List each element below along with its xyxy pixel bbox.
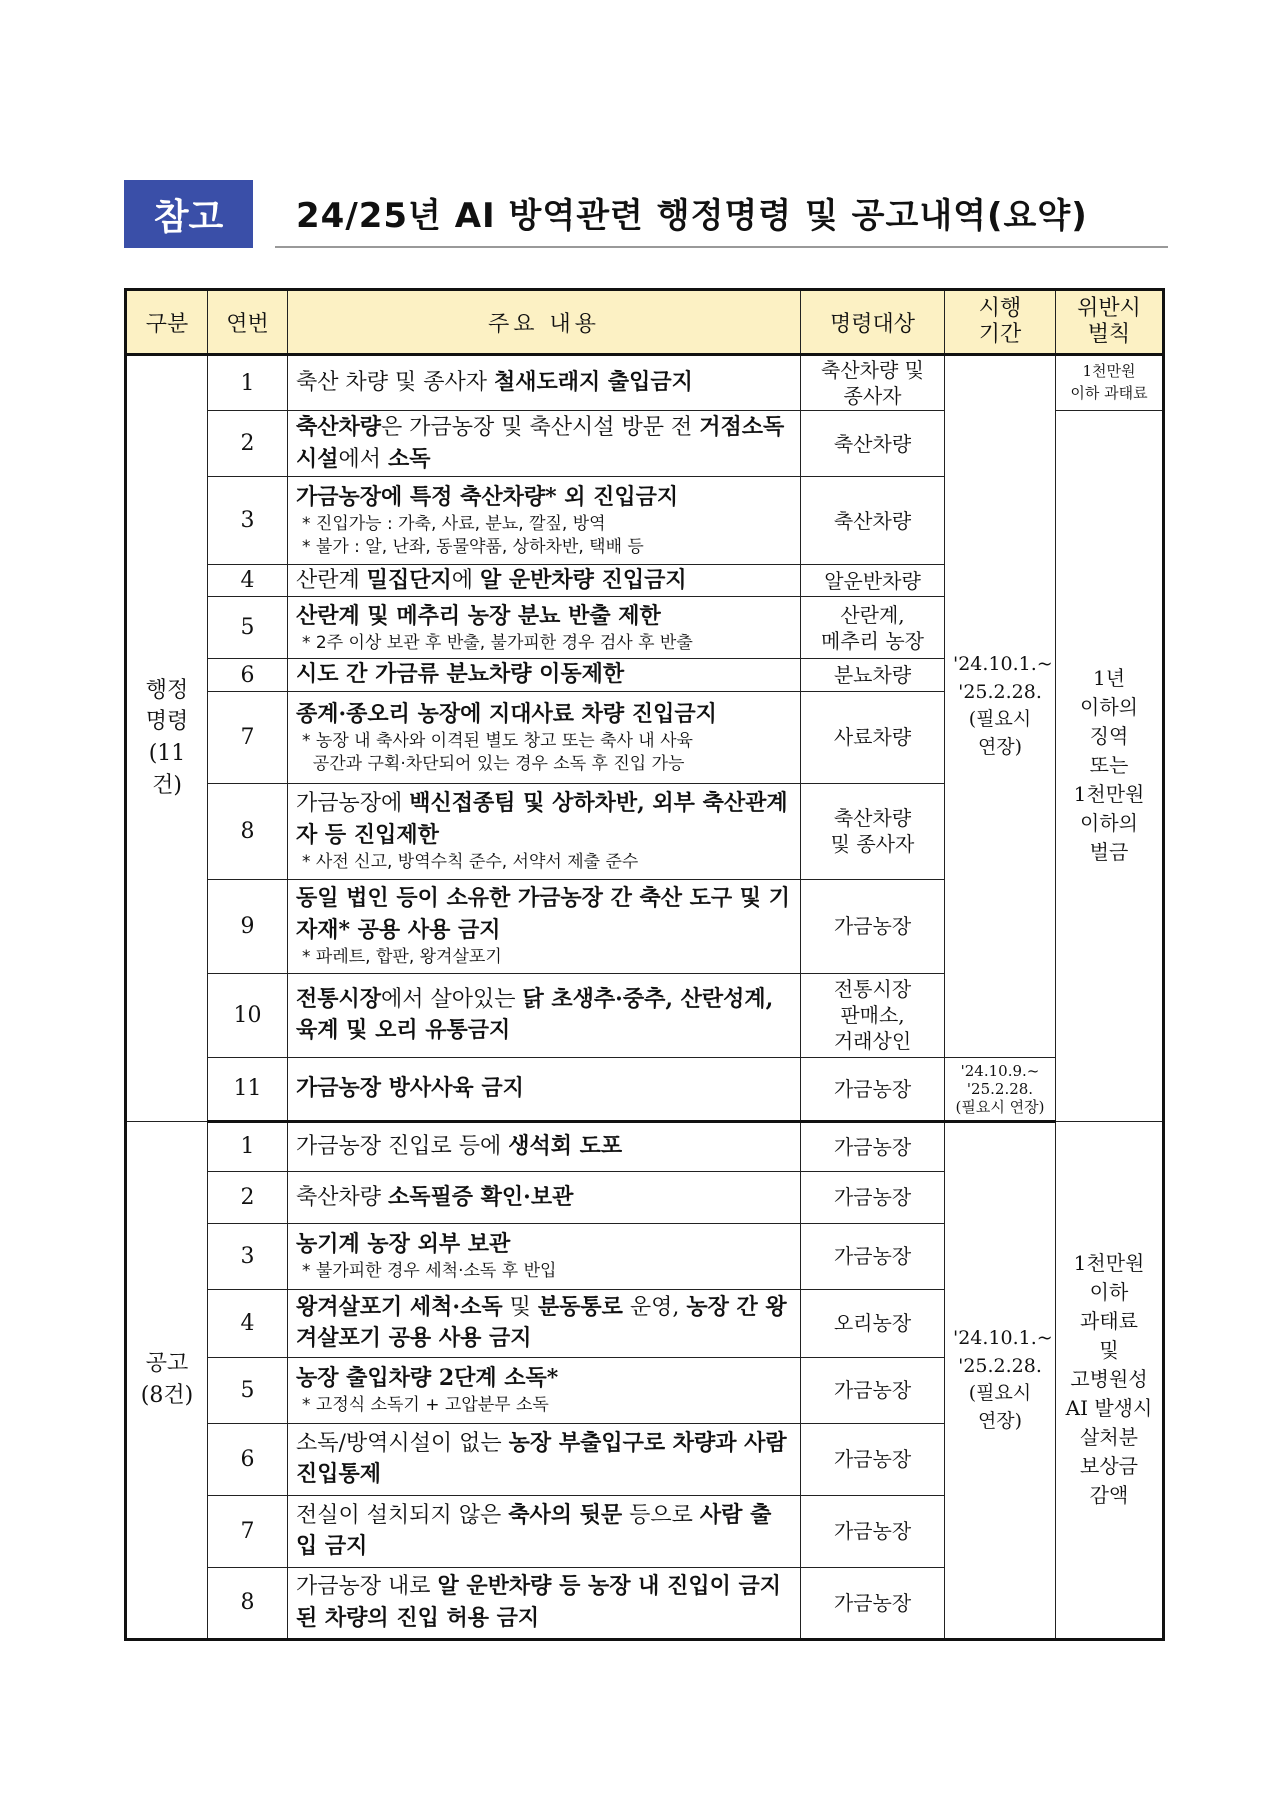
content-text: 시도 간 가금류 분뇨차량 이동제한 — [296, 661, 625, 688]
orders-table — [124, 288, 1165, 1641]
row-number: 2 — [208, 1171, 288, 1223]
content-main — [296, 699, 792, 730]
notice-content — [288, 1357, 801, 1423]
period-admin-row11: '24.10.9.~ '25.2.28. (필요시 연장) — [945, 1057, 1056, 1121]
group-admin: 행정 명령 (11건) — [126, 355, 208, 1122]
content-note: * 불가 : 알, 난좌, 동물약품, 상하차반, 택배 등 — [302, 537, 644, 558]
content-text: 가금농장 내로 — [296, 1574, 438, 1600]
content-note: * 사전 신고, 방역수칙 준수, 서약서 제출 준수 — [302, 852, 639, 873]
content-text: 농기계 농장 외부 보관 — [296, 1231, 511, 1258]
row-target: 가금농장 — [801, 1171, 945, 1223]
admin-content — [288, 659, 801, 691]
admin-content — [288, 783, 801, 879]
content-text: 등으로 — [622, 1502, 700, 1528]
row-number: 7 — [208, 691, 288, 783]
content-main — [296, 412, 792, 475]
content-text: 소독/방역시설이 없는 — [296, 1430, 509, 1456]
content-text: 알 운반차량 진입금지 — [480, 567, 687, 593]
row-number: 9 — [208, 879, 288, 973]
content-text: 거점소독시설 — [296, 414, 785, 472]
content-text: 사람 출입 금지 — [296, 1501, 772, 1560]
content-note: * 파레트, 합판, 왕겨살포기 — [302, 947, 502, 968]
content-main — [296, 984, 792, 1047]
penalty-notice: 1천만원 이하 과태료 및 고병원성 AI 발생시 살처분 보상금 감액 — [1056, 1121, 1164, 1639]
content-main — [296, 565, 792, 596]
content-main — [296, 1292, 792, 1355]
content-text: 산란계 및 메추리 농장 분뇨 반출 제한 — [296, 602, 661, 629]
content-text: 전통시장 — [296, 985, 382, 1012]
content-main — [296, 367, 792, 398]
content-text: 운영, — [622, 1294, 687, 1320]
content-text: 에서 살아있는 — [381, 986, 523, 1012]
row-target: 가금농장 — [801, 1423, 945, 1495]
admin-content — [288, 879, 801, 973]
content-note: * 2주 이상 보관 후 반출, 불가피한 경우 검사 후 반출 — [302, 633, 693, 654]
row-number: 6 — [208, 659, 288, 691]
reference-badge: 참고 — [124, 180, 253, 248]
admin-content — [288, 355, 801, 411]
period-notice: '24.10.1.~ '25.2.28. (필요시 연장) — [945, 1121, 1056, 1639]
notice-content — [288, 1289, 801, 1357]
content-text: 종계·종오리 농장에 지대사료 차량 진입금지 — [296, 700, 717, 727]
content-text: 축사의 뒷문 — [508, 1501, 623, 1528]
row-number: 8 — [208, 1567, 288, 1639]
row-target: 알운반차량 — [801, 565, 945, 597]
content-text: 소독 — [388, 445, 431, 472]
row-number: 11 — [208, 1057, 288, 1121]
row-target: 축산차량 — [801, 477, 945, 565]
row-target: 산란계, 메추리 농장 — [801, 597, 945, 659]
admin-content — [288, 477, 801, 565]
content-note: * 불가피한 경우 세척·소독 후 반입 — [302, 1261, 557, 1282]
content-text: 전실이 설치되지 않은 — [296, 1502, 509, 1528]
row-target: 축산차량 및 종사자 — [801, 355, 945, 411]
row-target: 가금농장 — [801, 1121, 945, 1171]
content-text: 가금농장에 특정 축산차량* 외 진입금지 — [296, 483, 679, 510]
row-target: 가금농장 — [801, 1057, 945, 1121]
row-number: 3 — [208, 477, 288, 565]
notice-content — [288, 1567, 801, 1639]
content-text: 가금농장 진입로 등에 — [296, 1134, 509, 1160]
penalty-admin-row1: 1천만원 이하 과태료 — [1056, 355, 1164, 411]
row-number: 4 — [208, 1289, 288, 1357]
row-number: 5 — [208, 597, 288, 659]
admin-content — [288, 597, 801, 659]
header-group: 구분 — [126, 290, 208, 355]
content-text: 철새도래지 출입금지 — [494, 369, 693, 396]
content-main — [296, 1229, 792, 1260]
row-target: 가금농장 — [801, 1357, 945, 1423]
content-text: 축산차량 — [296, 1184, 389, 1210]
content-text: 축산차량 — [296, 414, 382, 441]
penalty-admin: 1년 이하의 징역 또는 1천만원 이하의 벌금 — [1056, 411, 1164, 1122]
content-text: 산란계 — [296, 568, 367, 593]
content-text: 및 — [502, 1294, 538, 1320]
content-text: 은 가금농장 및 축산시설 방문 전 — [381, 415, 700, 441]
row-number: 8 — [208, 783, 288, 879]
content-main — [296, 601, 792, 632]
header-num: 연번 — [208, 290, 288, 355]
content-main — [296, 482, 792, 513]
content-text: 왕겨살포기 세척·소독 — [296, 1293, 503, 1320]
header-period: 시행 기간 — [945, 290, 1056, 355]
notice-content — [288, 1121, 801, 1171]
content-main — [296, 1500, 792, 1563]
content-text: 분동통로 — [537, 1293, 623, 1320]
content-main — [296, 1428, 792, 1491]
row-number: 1 — [208, 355, 288, 411]
content-main — [296, 1182, 792, 1213]
content-text: 가금농장 방사사육 금지 — [296, 1075, 524, 1102]
row-target: 분뇨차량 — [801, 659, 945, 691]
table-row — [126, 1121, 1164, 1171]
admin-content — [288, 973, 801, 1057]
content-text: 밀집단지 — [366, 567, 452, 593]
content-text: 축산 차량 및 종사자 — [296, 370, 494, 396]
content-text: 에서 — [338, 446, 389, 472]
content-main — [296, 659, 792, 690]
notice-content — [288, 1223, 801, 1289]
content-text: 농장 출입차량 2단계 소독* — [296, 1365, 559, 1392]
content-main — [296, 1073, 792, 1104]
row-target: 가금농장 — [801, 879, 945, 973]
row-number: 1 — [208, 1121, 288, 1171]
notice-content — [288, 1171, 801, 1223]
row-target: 축산차량 — [801, 411, 945, 477]
content-note: * 고정식 소독기 + 고압분무 소독 — [302, 1395, 549, 1416]
content-text: 가금농장에 — [296, 791, 410, 817]
notice-content — [288, 1495, 801, 1567]
title-underline — [275, 246, 1168, 248]
row-number: 3 — [208, 1223, 288, 1289]
row-target: 가금농장 — [801, 1495, 945, 1567]
content-text: 에 — [451, 568, 481, 593]
table-header-row — [126, 290, 1164, 355]
content-note: * 진입가능 : 가축, 사료, 분뇨, 깔짚, 방역 — [302, 514, 606, 535]
admin-content — [288, 1057, 801, 1121]
row-number: 7 — [208, 1495, 288, 1567]
row-target: 축산차량 및 종사자 — [801, 783, 945, 879]
title-bar — [124, 180, 1168, 250]
admin-content — [288, 565, 801, 597]
content-text: 소독필증 확인·보관 — [388, 1183, 574, 1210]
content-text: 백신접종팀 및 상하차반, 외부 축산관계자 등 진입제한 — [296, 790, 788, 848]
row-target: 가금농장 — [801, 1223, 945, 1289]
content-text: 동일 법인 등이 소유한 가금농장 간 축산 도구 및 기자재* 공용 사용 금지 — [296, 885, 790, 943]
content-note: 공간과 구획·차단되어 있는 경우 소독 후 진입 가능 — [302, 753, 685, 774]
content-text: 닭 초생추·중추, 산란성계, 육계 및 오리 유통금지 — [296, 985, 774, 1044]
row-target: 오리농장 — [801, 1289, 945, 1357]
row-number: 5 — [208, 1357, 288, 1423]
row-target: 사료차량 — [801, 691, 945, 783]
content-text: 알 운반차량 등 농장 내 진입이 금지된 차량의 진입 허용 금지 — [296, 1573, 781, 1631]
row-number: 6 — [208, 1423, 288, 1495]
content-main — [296, 1571, 792, 1634]
table-row — [126, 1057, 1164, 1121]
header-content: 주요 내용 — [288, 290, 801, 355]
content-text: 생석회 도포 — [508, 1133, 623, 1160]
admin-content — [288, 411, 801, 477]
content-text: 농장 간 왕겨살포기 공용 사용 금지 — [296, 1293, 787, 1352]
row-number: 4 — [208, 565, 288, 597]
content-main — [296, 1363, 792, 1394]
period-admin: '24.10.1.~ '25.2.28. (필요시 연장) — [945, 355, 1056, 1058]
admin-content — [288, 691, 801, 783]
header-penalty: 위반시 벌칙 — [1056, 290, 1164, 355]
row-target: 가금농장 — [801, 1567, 945, 1639]
content-note: * 농장 내 축사와 이격된 별도 창고 또는 축사 내 사육 — [302, 730, 693, 751]
table-row — [126, 355, 1164, 411]
row-target: 전통시장 판매소, 거래상인 — [801, 973, 945, 1057]
row-number: 10 — [208, 973, 288, 1057]
content-main — [296, 1131, 792, 1162]
row-number: 2 — [208, 411, 288, 477]
notice-content — [288, 1423, 801, 1495]
content-main — [296, 883, 792, 946]
page-title: 24/25년 AI 방역관련 행정명령 및 공고내역(요약) — [296, 196, 1088, 236]
content-text: 농장 부출입구로 차량과 사람 진입통제 — [296, 1429, 787, 1488]
content-main — [296, 788, 792, 851]
group-notice: 공고 (8건) — [126, 1121, 208, 1639]
header-target: 명령대상 — [801, 290, 945, 355]
